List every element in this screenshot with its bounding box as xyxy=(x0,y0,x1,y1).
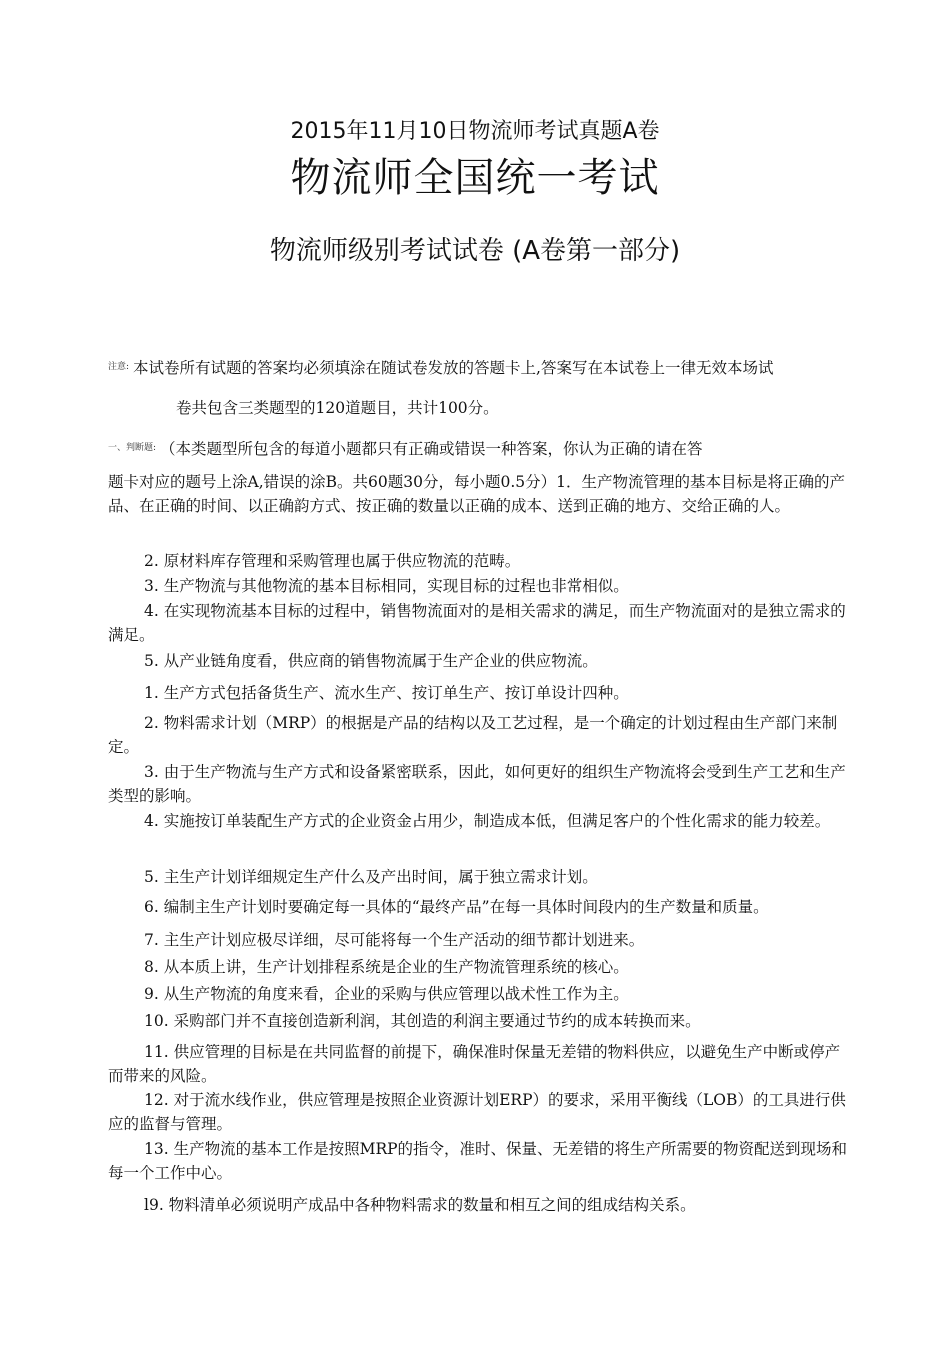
exam-date-title: 2015年11月10日物流师考试真题A卷 xyxy=(290,119,660,144)
notice-text-1: 本试卷所有试题的答案均必须填涂在随试卷发放的答题卡上,答案写在本试卷上一律无效本场试 xyxy=(133,359,774,377)
question-item: 12. 对于流水线作业，供应管理是按照企业资源计划ERP）的要求，采用平衡线（LOB）的工具进行供应的监督与管理。 xyxy=(108,1091,846,1133)
question-item: 1. 生产方式包括备货生产、流水生产、按订单生产、按订单设计四种。 xyxy=(144,684,629,702)
notice-label: 注意: xyxy=(108,362,130,372)
question-item: 13. 生产物流的基本工作是按照MRP的指令，准时、保量、无差错的将生产所需要的物资配送到现场和每一个工作中心。 xyxy=(108,1140,848,1182)
exam-subtitle: 物流师级别考试试卷 (A卷第一部分) xyxy=(269,236,681,266)
question-item: 3. 生产物流与其他物流的基本目标相同，实现目标的过程也非常相似。 xyxy=(144,577,629,595)
question-item: 2. 物料需求计划（MRP）的根据是产品的结构以及工艺过程，是一个确定的计划过程由生产部门来制定。 xyxy=(108,714,838,756)
exam-main-title: 物流师全国统一考试 xyxy=(290,155,660,201)
question-item: 7. 主生产计划应极尽详细，尽可能将每一个生产活动的细节都计划进来。 xyxy=(144,931,645,949)
question-item: 9. 从生产物流的角度来看，企业的采购与供应管理以战术性工作为主。 xyxy=(144,985,629,1003)
section-label: 一、判断题: xyxy=(108,443,157,453)
question-item: 8. 从本质上讲，生产计划排程系统是企业的生产物流管理系统的核心。 xyxy=(144,958,629,976)
question-item: 4. 在实现物流基本目标的过程中，销售物流面对的是相关需求的满足，而生产物流面对的是独立需求的满足。 xyxy=(108,602,846,644)
question-item: 5. 主生产计划详细规定生产什么及产出时间，属于独立需求计划。 xyxy=(144,868,598,886)
notice-line-1 xyxy=(108,355,848,380)
question-item: 4. 实施按订单装配生产方式的企业资金占用少，制造成本低，但满足客户的个性化需求的能力较差。 xyxy=(144,812,831,830)
question-item: 10. 采购部门并不直接创造新利润，其创造的利润主要通过节约的成本转换而来。 xyxy=(144,1012,701,1030)
section-intro-1: （本类题型所包含的每道小题都只有正确或错误一种答案，你认为正确的请在答 xyxy=(160,440,703,458)
question-item: 11. 供应管理的目标是在共同监督的前提下，确保准时保量无差错的物料供应，以避免生产中断或停产而带来的风险。 xyxy=(108,1043,841,1085)
section-intro-2: 题卡对应的题号上涂A,错误的涂B。共60题30分，每小题0.5分）1．生产物流管理的基本目标是将正确的产品、在正确的时间、以正确韵方式、按正确的数量以正确的成本、送到正确的地方、交给正确的人。 xyxy=(108,473,845,515)
section-heading xyxy=(108,436,848,461)
question-item: 2. 原材料库存管理和采购管理也属于供应物流的范畴。 xyxy=(144,552,521,570)
question-item: 6. 编制主生产计划时要确定每一具体的“最终产品”在每一具体时间段内的生产数量和质量。 xyxy=(144,898,769,916)
question-item: 5. 从产业链角度看，供应商的销售物流属于生产企业的供应物流。 xyxy=(144,652,598,670)
question-item: 3. 由于生产物流与生产方式和设备紧密联系，因此，如何更好的组织生产物流将会受到生产工艺和生产类型的影响。 xyxy=(108,763,846,805)
question-item: l9. 物料清单必须说明产成品中各种物料需求的数量和相互之间的组成结构关系。 xyxy=(144,1196,696,1214)
notice-line-2: 卷共包含三类题型的120道题目，共计100分。 xyxy=(176,399,499,417)
